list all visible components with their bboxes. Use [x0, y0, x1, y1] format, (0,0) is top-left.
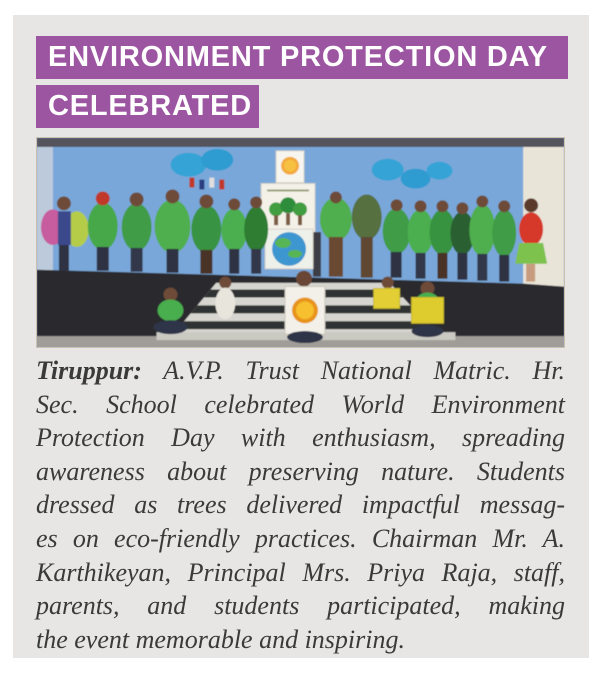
dateline: Tiruppur:	[36, 356, 142, 385]
article-line: dressed as trees delivered impactful messag-	[36, 490, 565, 520]
article-line: Karthikeyan, Principal Mrs. Priya Raja, staff,	[36, 557, 565, 587]
article-line: the event memorable and inspiring.	[36, 624, 405, 654]
event-photo-illustration	[37, 138, 564, 347]
article-line: Sec. School celebrated World Environment	[36, 389, 565, 419]
article-line: Protection Day with enthusiasm, spreading	[36, 423, 565, 453]
headline-text-line2: CELEBRATED	[48, 90, 253, 122]
article-card	[13, 15, 589, 658]
article-line: awareness about preserving nature. Students	[36, 456, 565, 486]
article-body	[36, 354, 565, 656]
headline-bar-line2	[36, 85, 259, 128]
event-photo	[36, 137, 565, 348]
article-line: parents, and students participated, making	[36, 591, 565, 621]
article-line: Tiruppur: A.V.P. Trust National Matric. Hr.	[36, 356, 566, 385]
headline-text-line1: ENVIRONMENT PROTECTION DAY	[48, 41, 548, 73]
article-line: es on eco-friendly practices. Chairman Mr. A.	[36, 523, 565, 553]
headline-bar-line1	[36, 36, 568, 79]
